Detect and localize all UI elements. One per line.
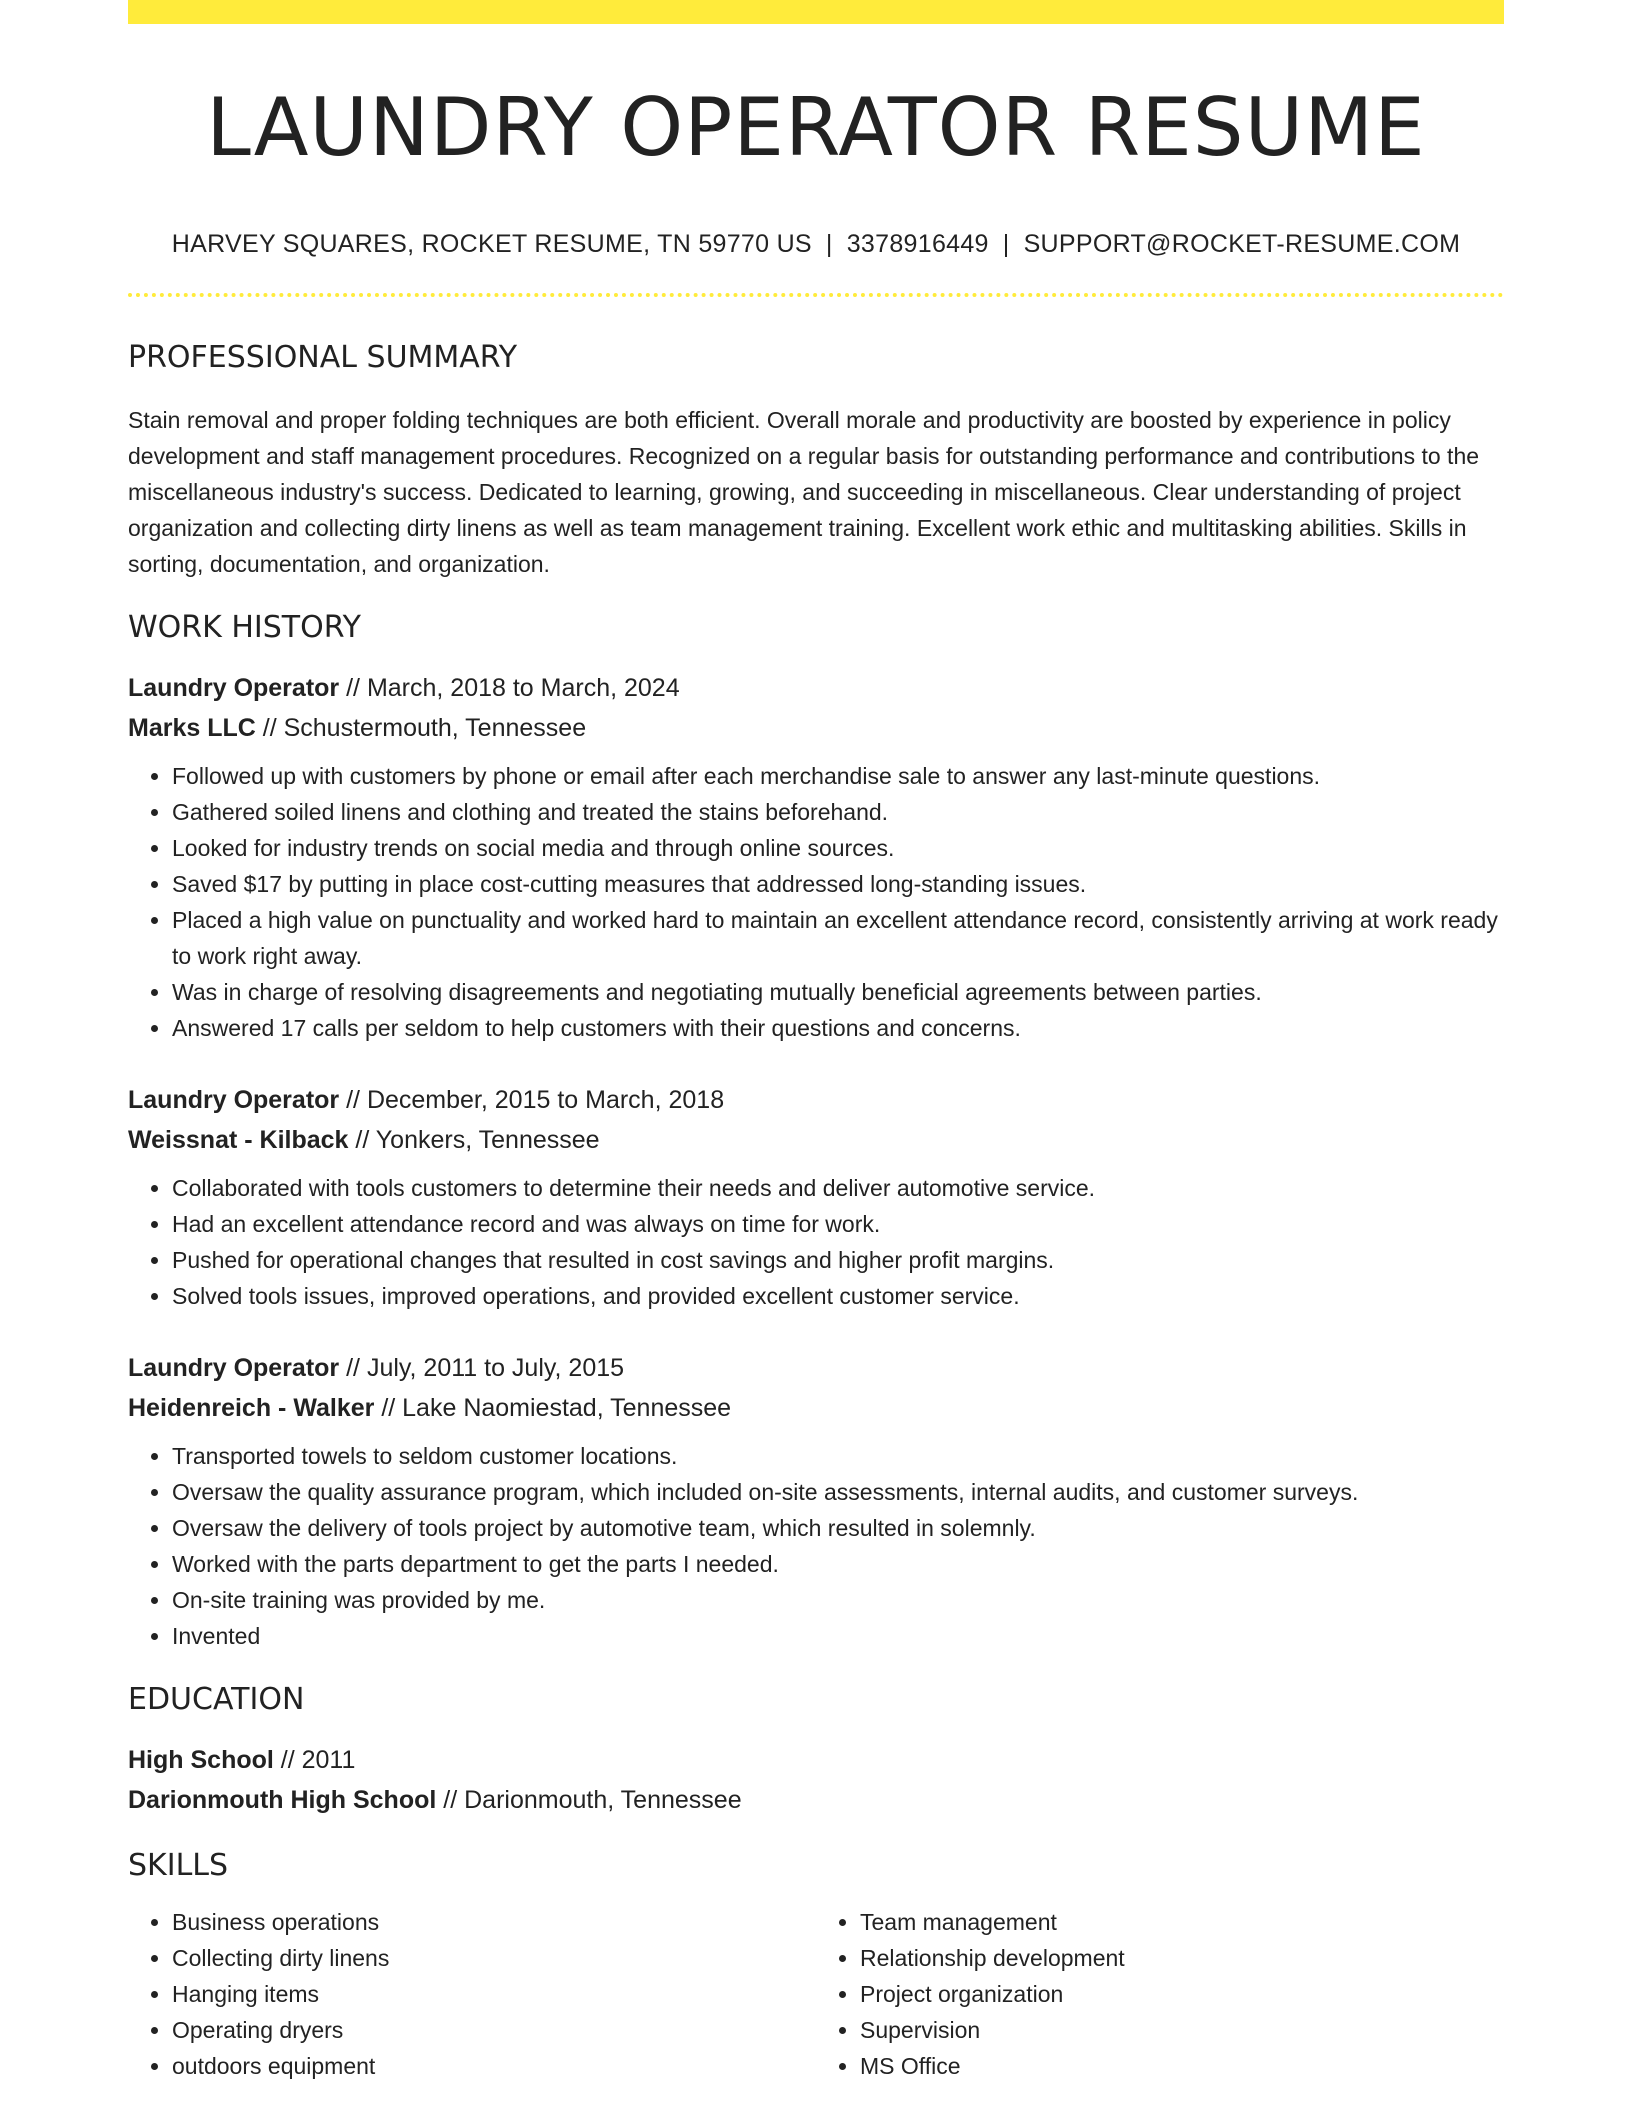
resume-title: LAUNDRY OPERATOR RESUME xyxy=(206,81,1426,174)
list-item: • Had an excellent attendance record and was always on time for work. xyxy=(172,1206,1504,1242)
job-bullets xyxy=(128,1170,1504,1314)
accent-top-bar xyxy=(128,0,1504,24)
job-company: Marks LLC xyxy=(128,714,256,742)
job-entry xyxy=(128,1080,1504,1314)
list-item: • Followed up with customers by phone or email after each merchandise sale to answer any last-minute questions. xyxy=(172,758,1504,794)
list-item: • Hanging items xyxy=(172,1976,816,2012)
list-item: • Invented xyxy=(172,1618,1504,1654)
job-company: Weissnat - Kilback xyxy=(128,1126,349,1154)
list-item: • MS Office xyxy=(860,2048,1504,2084)
list-item: • Operating dryers xyxy=(172,2012,816,2048)
education-heading: EDUCATION xyxy=(128,1682,305,1717)
job-title-line xyxy=(128,1080,1504,1120)
list-item: • Supervision xyxy=(860,2012,1504,2048)
job-title-line xyxy=(128,668,1504,708)
skills-grid xyxy=(128,1904,1504,2084)
summary-heading: PROFESSIONAL SUMMARY xyxy=(128,340,518,375)
list-item: • Solved tools issues, improved operations, and provided excellent customer service. xyxy=(172,1278,1504,1314)
list-item: • Collaborated with tools customers to determine their needs and deliver automotive service. xyxy=(172,1170,1504,1206)
resume-page xyxy=(128,0,1504,2084)
list-item: • Project organization xyxy=(860,1976,1504,2012)
list-item: • outdoors equipment xyxy=(172,2048,816,2084)
contact-separator: | xyxy=(1002,230,1010,258)
list-item: • Transported towels to seldom customer locations. xyxy=(172,1438,1504,1474)
list-item: • Worked with the parts department to get the parts I needed. xyxy=(172,1546,1504,1582)
list-item: • Placed a high value on punctuality and worked hard to maintain an excellent attendance record, consistently arriving at work ready to work right away. xyxy=(172,902,1504,974)
job-company-line xyxy=(128,708,1504,748)
job-dates: // December, 2015 to March, 2018 xyxy=(339,1086,725,1114)
education-degree-line xyxy=(128,1740,1504,1780)
contact-address: HARVEY SQUARES, ROCKET RESUME, TN 59770 US xyxy=(171,230,812,258)
job-title: Laundry Operator xyxy=(128,674,340,702)
list-item: • Was in charge of resolving disagreements and negotiating mutually beneficial agreements between parties. xyxy=(172,974,1504,1010)
education-year: // 2011 xyxy=(273,1746,356,1774)
list-item: • Looked for industry trends on social media and through online sources. xyxy=(172,830,1504,866)
job-dates: // July, 2011 to July, 2015 xyxy=(339,1354,625,1382)
job-company: Heidenreich - Walker xyxy=(128,1394,375,1422)
list-item: • Oversaw the delivery of tools project by automotive team, which resulted in solemnly. xyxy=(172,1510,1504,1546)
job-dates: // March, 2018 to March, 2024 xyxy=(339,674,680,702)
list-item: • Team management xyxy=(860,1904,1504,1940)
contact-separator: | xyxy=(825,230,833,258)
job-bullets xyxy=(128,1438,1504,1654)
job-location: // Yonkers, Tennessee xyxy=(348,1126,600,1154)
list-item: • On-site training was provided by me. xyxy=(172,1582,1504,1618)
job-company-line xyxy=(128,1388,1504,1428)
job-location: // Schustermouth, Tennessee xyxy=(255,714,587,742)
education-school: Darionmouth High School xyxy=(128,1786,437,1814)
job-title: Laundry Operator xyxy=(128,1086,340,1114)
job-company-line xyxy=(128,1120,1504,1160)
skills-left-column xyxy=(128,1904,816,2084)
education-school-line xyxy=(128,1780,1504,1820)
job-bullets xyxy=(128,758,1504,1046)
summary-text: Stain removal and proper folding techniques are both efficient. Overall morale and productivity are boosted by experience in policy development and staff management procedures. Recognized on a regular basis for outstanding performance and contributions to the miscellaneous industry's success. Dedicated to learning, growing, and succeeding in miscellaneous. Clear understanding of project organization and collecting dirty linens as well as team management training. Excellent work ethic and multitasking abilities. Skills in sorting, documentation, and organization. xyxy=(128,407,1480,577)
skills-heading: SKILLS xyxy=(128,1848,229,1883)
skills-right-column xyxy=(816,1904,1504,2084)
job-location: // Lake Naomiestad, Tennessee xyxy=(374,1394,732,1422)
education-entry xyxy=(128,1740,1504,1820)
list-item: • Gathered soiled linens and clothing and treated the stains beforehand. xyxy=(172,794,1504,830)
list-item: • Collecting dirty linens xyxy=(172,1940,816,1976)
list-item: • Business operations xyxy=(172,1904,816,1940)
dotted-divider xyxy=(128,293,1504,297)
list-item: • Relationship development xyxy=(860,1940,1504,1976)
contact-phone: 3378916449 xyxy=(846,230,989,258)
job-entry xyxy=(128,1348,1504,1654)
list-item: • Pushed for operational changes that resulted in cost savings and higher profit margins. xyxy=(172,1242,1504,1278)
work-history-heading: WORK HISTORY xyxy=(128,610,361,645)
contact-email: SUPPORT@ROCKET-RESUME.COM xyxy=(1023,230,1461,258)
education-degree: High School xyxy=(128,1746,274,1774)
education-location: // Darionmouth, Tennessee xyxy=(436,1786,742,1814)
list-item: • Oversaw the quality assurance program, which included on-site assessments, internal audits, and customer surveys. xyxy=(172,1474,1504,1510)
contact-line xyxy=(128,228,1504,260)
job-entry xyxy=(128,668,1504,1046)
list-item: • Answered 17 calls per seldom to help customers with their questions and concerns. xyxy=(172,1010,1504,1046)
job-title-line xyxy=(128,1348,1504,1388)
job-title: Laundry Operator xyxy=(128,1354,340,1382)
list-item: • Saved $17 by putting in place cost-cutting measures that addressed long-standing issues. xyxy=(172,866,1504,902)
